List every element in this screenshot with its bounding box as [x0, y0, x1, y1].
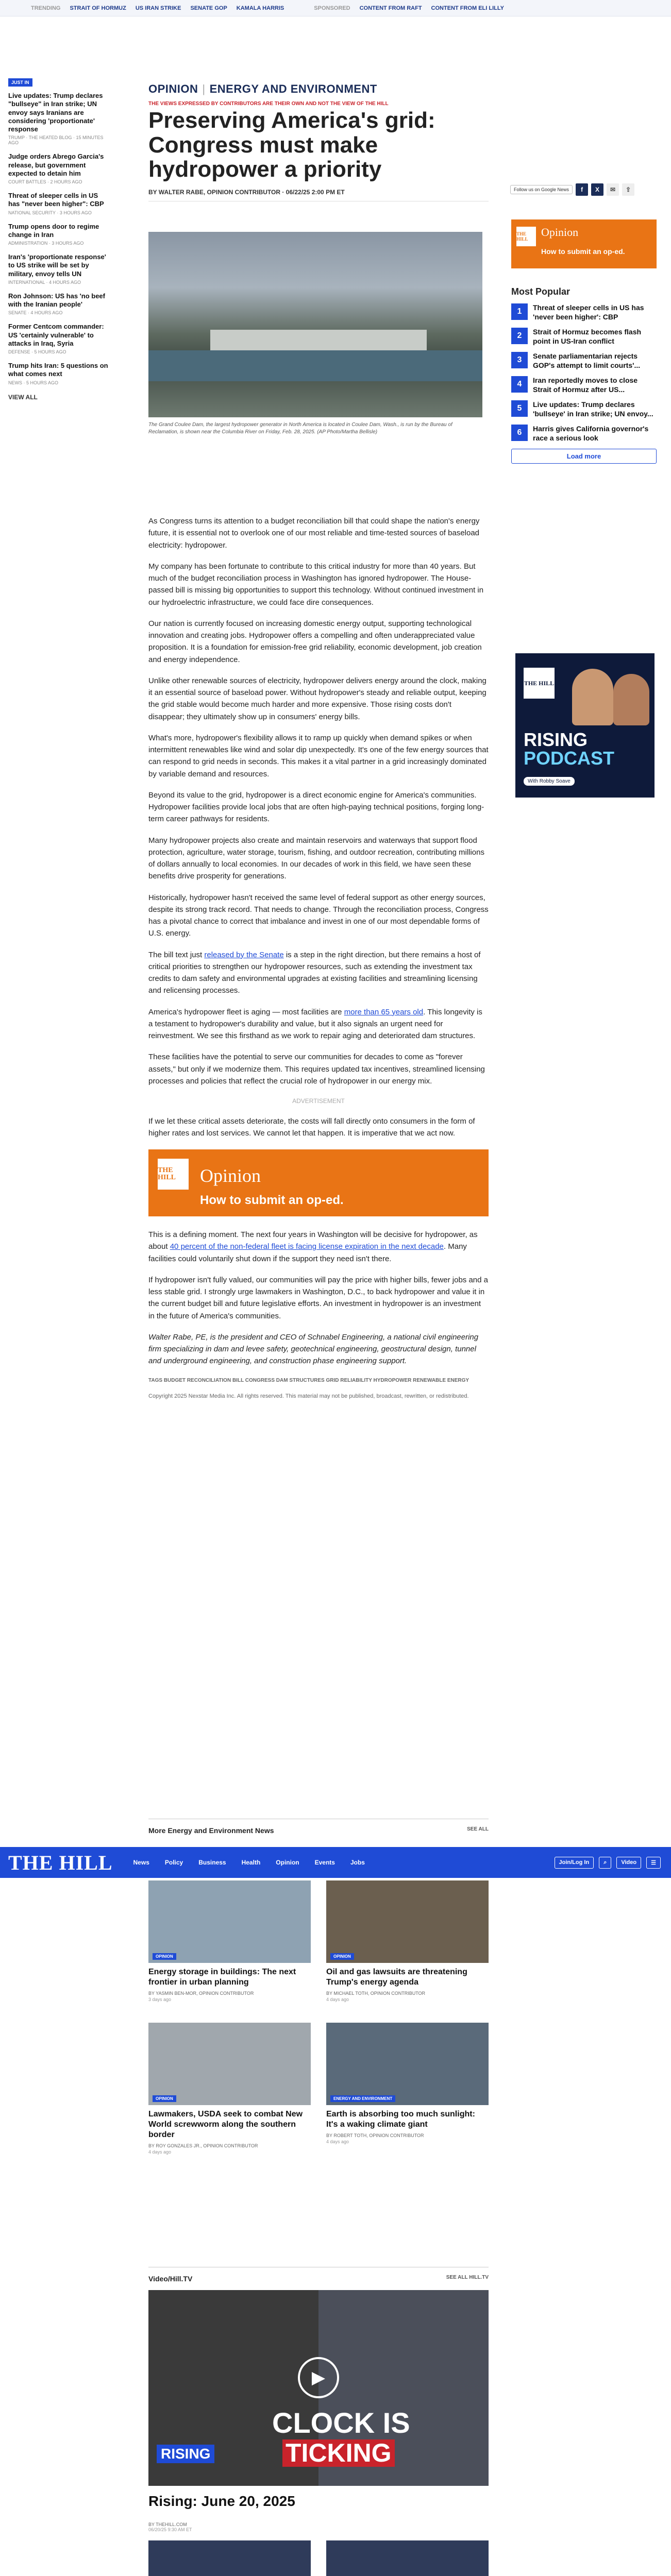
paragraph: My company has been fortunate to contribute to this critical industry for more than 40 years. But much of the budget reconciliation process in Washington has ignored hydropower. The House-passed bill is missing big opportunities to support this technology. Without continued investment in our hydroelectric infrastructure, we could face dire consequences.	[148, 562, 484, 607]
rail-item[interactable]	[8, 292, 111, 316]
nav-link[interactable]: Business	[198, 1859, 226, 1866]
see-all-link[interactable]: SEE ALL	[467, 1826, 489, 1832]
nav-link[interactable]: Health	[241, 1859, 261, 1866]
rail-item-title[interactable]: Ron Johnson: US has 'no beef with the Iranian people'	[8, 292, 105, 308]
paragraph: Many hydropower projects also create and maintain reservoirs and waterways that support flood protection, agriculture, water storage, tourism, fishing, and outdoor recreation, contributing millions of dollars annually to local economies. In our decades of work in this field, we have seen these benefits drive prosperity for generations.	[148, 836, 484, 881]
card-date: 4 days ago	[326, 1997, 349, 2002]
rail-item[interactable]	[8, 92, 111, 145]
play-icon[interactable]: ▶	[298, 2357, 339, 2398]
most-popular-text[interactable]: Live updates: Trump declares 'bullseye' in Iran strike; UN envoy...	[533, 400, 653, 418]
news-card[interactable]	[326, 1880, 489, 2002]
most-popular-text[interactable]: Harris gives California governor's race a serious look	[533, 425, 649, 442]
just-in-badge: JUST IN	[8, 78, 32, 87]
card-byline: BY MICHAEL TOTH, OPINION CONTRIBUTOR	[326, 1991, 426, 1996]
paragraph-text: This is a defining moment. The next four years in Washington will be decisive for hydropower, as about	[148, 1230, 478, 1251]
podcast-host-pill: With Robby Soave	[524, 777, 575, 786]
card-tag: OPINION	[153, 2095, 176, 2102]
image-caption: The Grand Coulee Dam, the largest hydropower generator in North America is located in Coulee Dam, Wash., is run by the Bureau of Reclamation, is shown near the Columbia River on Friday, Feb. 28, 2025. (AP Photo/Martha Bellisle)	[148, 422, 452, 435]
nav-links	[133, 1859, 365, 1866]
card-title[interactable]: Energy storage in buildings: The next frontier in urban planning	[148, 1968, 296, 1987]
trending-link[interactable]: US IRAN STRIKE	[135, 5, 181, 11]
rail-item-meta: DEFENSE · 5 HOURS AGO	[8, 349, 66, 354]
rail-item[interactable]	[8, 362, 111, 385]
rail-item[interactable]	[8, 323, 111, 354]
paragraph: If hydropower isn't fully valued, our communities will pay the price with higher bills, fewer jobs and a less stable grid. I strongly urge lawmakers in Washington, D.C., to back hydropower and value it in the current budget bill and future legislative efforts. An investment in hydropower is an investment in the future of America's communities.	[148, 1275, 489, 1320]
trending-bar	[0, 0, 671, 16]
most-popular-item[interactable]	[511, 328, 657, 346]
rail-item-meta: INTERNATIONAL · 4 HOURS AGO	[8, 279, 81, 285]
rail-item-meta: SENATE · 4 HOURS AGO	[8, 310, 63, 316]
the-hill-logo: THE HILL	[516, 227, 536, 246]
paragraph: Beyond its value to the grid, hydropower is a direct economic engine for America's communities. Hydropower facilities provide local jobs that are often high-paying technical positions, forging long-term career pathways for residents.	[148, 790, 484, 824]
card-image[interactable]	[148, 1880, 311, 1963]
facebook-icon[interactable]: f	[576, 183, 588, 196]
rank-badge: 4	[511, 376, 528, 393]
share-icon[interactable]: ⇪	[622, 183, 634, 196]
breadcrumb-separator: |	[202, 82, 206, 95]
the-hill-logo[interactable]: THE HILL	[8, 1851, 113, 1874]
byline-text: BY WALTER RABE, OPINION CONTRIBUTOR · 06/22/25 2:00 PM ET	[148, 189, 345, 196]
video-date: 06/20/25 9:30 AM ET	[148, 2527, 192, 2532]
article-body	[148, 515, 489, 1401]
most-popular-text[interactable]: Iran reportedly moves to close Strait of Hormuz after US...	[533, 376, 638, 394]
card-title[interactable]: Lawmakers, USDA seek to combat New World screwworm along the southern border	[148, 2110, 303, 2139]
rank-badge: 5	[511, 400, 528, 417]
rail-item-title[interactable]: Live updates: Trump declares "bullseye" in Iran strike; UN envoy says Iranians are considering 'proportionate' response	[8, 92, 103, 133]
nav-link[interactable]: Opinion	[276, 1859, 299, 1866]
nav-link[interactable]: Jobs	[350, 1859, 365, 1866]
paragraph-text: The bill text just	[148, 950, 205, 959]
nav-link[interactable]: News	[133, 1859, 149, 1866]
sponsored-link[interactable]: CONTENT FROM RAFT	[359, 5, 422, 11]
section-header	[148, 1819, 489, 1835]
more-news-section	[148, 1819, 489, 1835]
rank-badge: 3	[511, 352, 528, 368]
google-news-badge[interactable]: Follow us on Google News	[510, 185, 573, 194]
card-tag: ENERGY AND ENVIRONMENT	[330, 2095, 395, 2102]
video-cards	[148, 2540, 489, 2576]
video-thumb[interactable]	[148, 2540, 311, 2576]
card-title[interactable]: Earth is absorbing too much sunlight: It's a waking climate giant	[326, 2110, 475, 2129]
paragraph: These facilities have the potential to serve our communities for decades to come as "forever assets," but only if we modernize them. This requires updated tax incentives, streamlined licensing processes and policies that reflect the crucial role of hydropower in our energy mix.	[148, 1053, 485, 1086]
rail-item-meta: TRUMP · THE HEATED BLOG · 15 MINUTES AGO	[8, 135, 104, 146]
news-card[interactable]	[326, 2023, 489, 2155]
video-player[interactable]	[148, 2290, 489, 2486]
section-title: Video/Hill.TV	[148, 2275, 193, 2283]
paragraph: What's more, hydropower's flexibility allows it to ramp up quickly when demand spikes or when intermittent renewables like wind and solar dip unexpectedly. It's one of the few energy sources that can respond to grid needs in seconds. This makes it a vital partner in a grid increasingly dominated by variable demand and resources.	[148, 733, 489, 778]
paragraph-text: America's hydropower fleet is aging — most facilities are	[148, 1007, 344, 1016]
sponsored-link[interactable]: CONTENT FROM ELI LILLY	[431, 5, 504, 11]
most-popular-item[interactable]	[511, 303, 657, 321]
video-title[interactable]: Rising: June 20, 2025	[148, 2493, 295, 2509]
rail-item-title[interactable]: Iran's 'proportionate response' to US strike will be set by military, envoy tells UN	[8, 253, 106, 278]
card-title[interactable]: Oil and gas lawsuits are threatening Trump's energy agenda	[326, 1968, 467, 1987]
nav-link[interactable]: Policy	[164, 1859, 183, 1866]
trending-link[interactable]: KAMALA HARRIS	[236, 5, 284, 11]
trending-label: TRENDING	[31, 5, 61, 11]
ad-submit-text: How to submit an op-ed.	[541, 247, 625, 256]
card-date: 3 days ago	[148, 1997, 172, 2002]
share-bar	[510, 183, 634, 196]
the-hill-logo: THE HILL	[158, 1159, 189, 1190]
tags[interactable]: TAGS BUDGET RECONCILIATION BILL CONGRESS DAM STRUCTURES GRID RELIABILITY HYDROPOWER RENEWABLE ENERGY	[148, 1377, 469, 1383]
host-photo	[613, 674, 649, 725]
most-popular-text[interactable]: Threat of sleeper cells in US has 'never been higher': CBP	[533, 303, 644, 321]
video-overlay-text: CLOCK IS	[272, 2406, 410, 2439]
news-card[interactable]	[148, 2023, 311, 2155]
login-button[interactable]: Join/Log In	[555, 1857, 594, 1869]
podcast-title	[524, 731, 614, 768]
most-popular	[511, 286, 657, 464]
video-card[interactable]	[326, 2540, 489, 2576]
trending-link[interactable]: SENATE GOP	[190, 5, 227, 11]
load-more-button[interactable]: Load more	[511, 449, 657, 464]
most-popular-title: Most Popular	[511, 286, 571, 297]
card-image[interactable]	[148, 2023, 311, 2105]
podcast-title-line1: RISING	[524, 729, 588, 750]
nav-actions	[555, 1857, 661, 1869]
card-byline: BY ROBERT TOTH, OPINION CONTRIBUTOR	[326, 2133, 424, 2138]
author-bio: Walter Rabe, PE, is the president and CEO of Schnabel Engineering, a national civil engineering firm specializing in dam and levee safety, geotechnical engineering, geostructural design, tunnel and underground engineering, and construction phase engineering support.	[148, 1332, 479, 1366]
rail-item-title[interactable]: Judge orders Abrego Garcia's release, but government expected to detain him	[8, 152, 104, 177]
card-image[interactable]	[326, 1880, 489, 1963]
card-date: 4 days ago	[148, 2149, 172, 2155]
paragraph: Unlike other renewable sources of electricity, hydropower delivers energy around the clock, making it an essential source of baseload power. Without hydropower's steady and reliable output, keeping the grid stable would become much harder and more expensive. Those rising costs don't disappear; they ultimately show up in consumers' energy bills.	[148, 676, 487, 721]
inline-link[interactable]: 40 percent of the non-federal fleet is facing license expiration in the next decade	[170, 1242, 444, 1251]
video-thumb[interactable]	[326, 2540, 489, 2576]
paragraph-text: is a step in the right direction, but there remains a host of critical priorities to strengthen our hydropower resources, such as extending the investment tax credits to dam safety and environmental upgrades at existing facilities and streamlining licensing and relicensing processes.	[148, 950, 481, 995]
host-photo	[572, 669, 613, 725]
rail-item-title[interactable]: Trump opens door to regime change in Iran	[8, 222, 99, 239]
nav-link[interactable]: Events	[314, 1859, 335, 1866]
hero-image	[148, 232, 482, 417]
most-popular-item[interactable]	[511, 400, 657, 418]
podcast-title-line2: PODCAST	[524, 748, 615, 769]
view-all-link[interactable]: VIEW ALL	[8, 393, 38, 401]
video-byline: BY THEHILL.COM	[148, 2522, 187, 2527]
oped-submit-text: How to submit an op-ed.	[200, 1193, 344, 1208]
paragraph: As Congress turns its attention to a budget reconciliation bill that could shape the nation's energy future, it is essential not to overlook one of our most reliable and time-tested sources of baseload electricity: hydropower.	[148, 517, 480, 550]
ad-opinion-label: Opinion	[541, 226, 579, 239]
section-header	[148, 2267, 489, 2283]
card-date: 4 days ago	[326, 2139, 349, 2144]
card-tag: OPINION	[330, 1953, 354, 1960]
rank-badge: 6	[511, 425, 528, 441]
rail-item[interactable]	[8, 192, 111, 215]
rail-item-meta: NEWS · 5 HOURS AGO	[8, 380, 59, 385]
rail-item[interactable]	[8, 152, 111, 184]
sticky-navbar	[0, 1847, 671, 1878]
trending-link[interactable]: STRAIT OF HORMUZ	[70, 5, 126, 11]
rail-item-meta: NATIONAL SECURITY · 3 HOURS AGO	[8, 210, 92, 215]
submit-oped-ad[interactable]	[511, 219, 657, 268]
paragraph: Our nation is currently focused on increasing domestic energy output, supporting technological innovation and creating jobs. Hydropower offers a compelling and often underappreciated value proposition. It is a foundation for emission-free grid reliability, economic development, job creation and energy independence.	[148, 619, 482, 664]
page-title: Preserving America's grid: Congress must make hydropower a priority	[148, 108, 435, 182]
latest-news-rail	[8, 77, 111, 401]
breadcrumb-section[interactable]: OPINION	[148, 82, 198, 95]
rank-badge: 2	[511, 328, 528, 344]
menu-icon[interactable]: ☰	[646, 1857, 661, 1869]
card-tag: OPINION	[153, 1953, 176, 1960]
paragraph-text: . This longevity is a testament to hydropower's durability and value, but it also signals an urgent need for reinvestment. We see this firsthand as we work to repair aging and deteriorated dam structures.	[148, 1007, 482, 1040]
see-all-link[interactable]: SEE ALL HILL.TV	[446, 2275, 489, 2280]
rail-item-title[interactable]: Threat of sleeper cells in US has "never been higher": CBP	[8, 192, 104, 208]
paragraph	[148, 1229, 489, 1265]
most-popular-text[interactable]: Strait of Hormuz becomes flash point in US-Iran conflict	[533, 328, 642, 345]
most-popular-item[interactable]	[511, 376, 657, 394]
submit-oped-banner[interactable]	[148, 1149, 489, 1216]
the-hill-logo: THE HILL	[524, 668, 555, 699]
search-icon[interactable]: ⌕	[599, 1857, 611, 1869]
opinion-disclaimer: THE VIEWS EXPRESSED BY CONTRIBUTORS ARE THEIR OWN AND NOT THE VIEW OF THE HILL	[148, 101, 389, 107]
water-shape	[148, 350, 482, 381]
rising-podcast-ad[interactable]	[515, 653, 655, 798]
card-byline: BY ROY GONZALES JR., OPINION CONTRIBUTOR	[148, 2143, 258, 2148]
video-section	[148, 2267, 489, 2576]
dam-shape	[210, 330, 427, 350]
rail-item-title[interactable]: Former Centcom commander: US 'certainly vulnerable' to attacks in Iraq, Syria	[8, 323, 104, 347]
paragraph: If we let these critical assets deteriorate, the costs will fall directly onto consumers in the form of higher rates and lost services. We cannot let that happen. It is imperative that we act now.	[148, 1116, 475, 1138]
news-cards	[148, 1880, 489, 2155]
breadcrumb	[148, 82, 377, 96]
video-button[interactable]: Video	[616, 1857, 641, 1869]
most-popular-item[interactable]	[511, 352, 657, 370]
card-image[interactable]	[326, 2023, 489, 2105]
rail-item[interactable]	[8, 253, 111, 285]
rail-item-meta: ADMINISTRATION · 3 HOURS AGO	[8, 241, 84, 246]
rising-badge: RISING	[157, 2445, 214, 2463]
section-title: More Energy and Environment News	[148, 1826, 274, 1835]
byline	[148, 189, 483, 196]
rail-item[interactable]	[8, 223, 111, 246]
email-icon[interactable]: ✉	[607, 183, 619, 196]
most-popular-item[interactable]	[511, 425, 657, 443]
rail-item-title[interactable]: Trump hits Iran: 5 questions on what comes next	[8, 362, 108, 378]
card-byline: BY YASMIN BEN-MOR, OPINION CONTRIBUTOR	[148, 1991, 254, 1996]
oped-opinion-label: Opinion	[200, 1165, 261, 1187]
copyright: Copyright 2025 Nexstar Media Inc. All rights reserved. This material may not be published, broadcast, rewritten, or redistributed.	[148, 1393, 469, 1399]
most-popular-text[interactable]: Senate parliamentarian rejects GOP's attempt to limit courts'...	[533, 352, 641, 369]
x-icon[interactable]: X	[591, 183, 603, 196]
paragraph: Historically, hydropower hasn't received the same level of federal support as other energy sources, despite its strong track record. That needs to change. Through the reconciliation process, Congress has a pivotal chance to correct that imbalance and invest in one of our most dependable forms of U.S. energy.	[148, 893, 489, 938]
inline-link[interactable]: released by the Senate	[204, 950, 284, 959]
rail-item-meta: COURT BATTLES · 2 HOURS AGO	[8, 179, 82, 184]
paragraph-text: . Many facilities could voluntarily shut down if the support they need isn't there.	[148, 1242, 467, 1263]
video-overlay-highlight: TICKING	[282, 2439, 395, 2467]
rank-badge: 1	[511, 303, 528, 320]
paragraph	[148, 1006, 489, 1042]
sponsored-label: SPONSORED	[314, 5, 350, 11]
inline-link[interactable]: more than 65 years old	[344, 1007, 424, 1016]
breadcrumb-subsection[interactable]: ENERGY AND ENVIRONMENT	[209, 82, 377, 95]
advertisement-label: ADVERTISEMENT	[292, 1097, 345, 1105]
news-card[interactable]	[148, 1880, 311, 2002]
video-card[interactable]	[148, 2540, 311, 2576]
paragraph	[148, 949, 489, 997]
